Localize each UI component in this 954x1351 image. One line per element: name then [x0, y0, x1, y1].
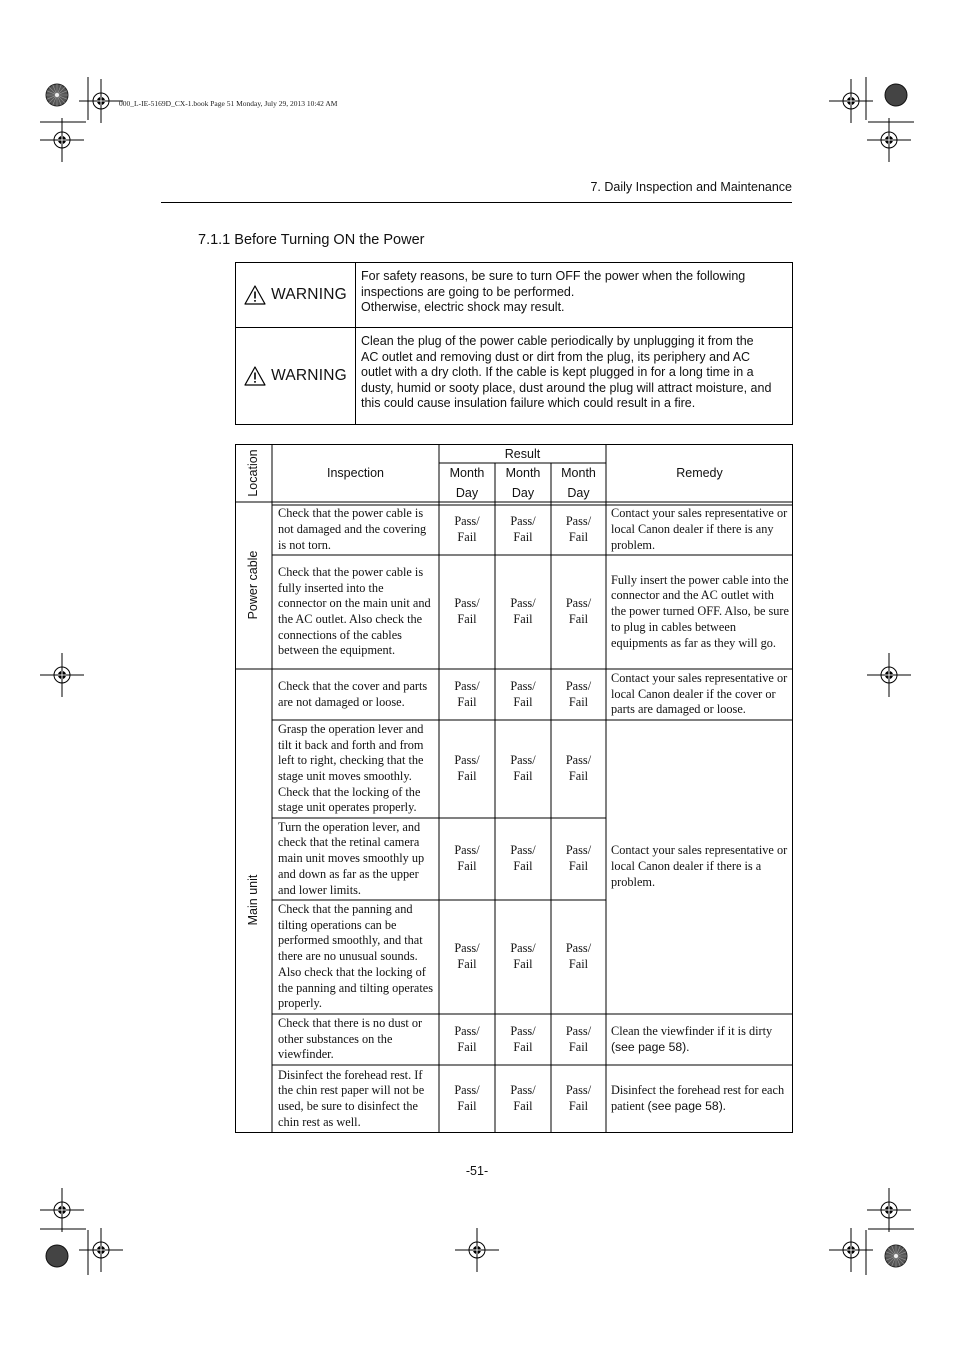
inspection-cell: Check that there is no dust or other substances on the viewfinder.	[278, 1015, 423, 1062]
month-header: Month	[449, 466, 485, 480]
remedy-main: Disinfect the forehead rest for each patient	[611, 1083, 785, 1113]
location-header: Location	[246, 449, 260, 497]
pass-fail-cell: Pass/ Fail	[510, 843, 536, 873]
pass-fail-cell: Pass/ Fail	[510, 1083, 536, 1113]
remedy-cell: Fully insert the power cable into the connector and the AC outlet with the power turned OFF. Also, be sure to plug in cables between equipments as far as they will go.	[611, 572, 789, 650]
pass-fail-cell: Pass/ Fail	[510, 753, 536, 783]
warning-label: WARNING	[271, 367, 347, 384]
page-reference-link[interactable]: (see page 58)	[611, 1039, 687, 1054]
warning-box	[235, 262, 793, 328]
day-header: Day	[567, 486, 590, 500]
section-title: 7.1.1 Before Turning ON the Power	[198, 232, 425, 248]
pass-fail-cell: Pass/ Fail	[565, 1083, 592, 1113]
day-header: Day	[511, 486, 535, 500]
pass-fail-cell: Pass/ Fail	[565, 941, 592, 971]
inspection-cell: Disinfect the forehead rest. If the chin rest paper will not be used, be sure to disinfect the chin rest as well.	[278, 1067, 425, 1129]
remedy-cell: Contact your sales representative or local Canon dealer if there is any problem.	[611, 506, 788, 552]
warning-label: WARNING	[271, 286, 347, 303]
pass-fail-cell: Pass/ Fail	[565, 843, 592, 873]
month-header: Month	[561, 466, 596, 480]
pass-fail-cell: Pass/ Fail	[510, 1023, 536, 1054]
remedy-period: .	[686, 1039, 690, 1054]
result-header: Result	[504, 446, 541, 461]
warning-triangle-icon	[244, 285, 266, 305]
remedy-period: .	[722, 1099, 726, 1113]
inspection-cell: Check that the cover and parts are not damaged or loose.	[278, 678, 428, 709]
inspection-cell: Grasp the operation lever and tilt it back and forth and from left to right, checking that the stage unit moves smoothly. Check that the locking of the stage unit operates properly.	[278, 721, 424, 815]
remedy-main: Clean the viewfinder if it is dirty	[611, 1023, 773, 1038]
inspection-cell: Check that the power cable is not damaged and the covering is not torn.	[278, 506, 427, 552]
inspection-cell: Check that the panning and tilting operations can be performed smoothly, and that there are no unusual sounds. Also check that the locking of the panning and tilting operates properly.	[278, 902, 434, 1011]
pass-fail-cell: Pass/ Fail	[454, 1083, 480, 1113]
remedy-cell: Contact your sales representative or local Canon dealer if there is a problem.	[611, 843, 788, 889]
warning-label-cell	[236, 263, 356, 327]
pass-fail-cell: Pass/ Fail	[565, 1023, 592, 1054]
page-reference-link[interactable]: (see page 58)	[647, 1099, 723, 1113]
pass-fail-cell: Pass/ Fail	[565, 596, 592, 626]
month-header: Month	[505, 466, 541, 480]
remedy-header: Remedy	[676, 466, 723, 480]
pass-fail-cell: Pass/ Fail	[510, 596, 536, 626]
pass-fail-cell: Pass/ Fail	[454, 596, 480, 626]
remedy-cell: Contact your sales representative or local Canon dealer if the cover or parts are damaged or loose.	[611, 670, 788, 717]
pass-fail-cell: Pass/ Fail	[510, 514, 536, 544]
pass-fail-cell: Pass/ Fail	[454, 678, 480, 709]
pass-fail-cell: Pass/ Fail	[565, 514, 592, 544]
pass-fail-cell: Pass/ Fail	[454, 1023, 480, 1054]
pass-fail-cell: Pass/ Fail	[454, 843, 480, 873]
pass-fail-cell: Pass/ Fail	[565, 678, 592, 709]
inspection-table	[235, 444, 793, 1133]
warning-label-cell	[236, 328, 356, 424]
remedy-cell	[606, 1014, 793, 1065]
day-header: Day	[455, 486, 479, 500]
remedy-cell	[606, 1065, 793, 1133]
running-header: 7. Daily Inspection and Maintenance	[590, 180, 792, 194]
location-power-cable: Power cable	[246, 550, 260, 620]
inspection-cell: Turn the operation lever, and check that the retinal camera main unit moves smoothly up and down as far as the upper and lower limits.	[278, 819, 425, 897]
page-number: -51-	[465, 1164, 489, 1178]
pass-fail-cell: Pass/ Fail	[454, 753, 480, 783]
inspection-cell: Check that the power cable is fully inserted into the connector on the main unit and the AC outlet. Also check the connections of the cables between the equipment.	[278, 564, 431, 658]
warning-triangle-icon	[244, 366, 266, 386]
warning-text: For safety reasons, be sure to turn OFF the power when the following inspections are going to be performed. Otherwise, electric shock may result.	[361, 269, 746, 315]
pass-fail-cell: Pass/ Fail	[454, 941, 480, 971]
remedy-text	[611, 1083, 790, 1114]
header-rule	[161, 202, 792, 203]
pass-fail-cell: Pass/ Fail	[565, 753, 592, 783]
pass-fail-cell: Pass/ Fail	[454, 514, 480, 544]
location-main-unit: Main unit	[246, 874, 260, 926]
warning-text: Clean the plug of the power cable periodically by unplugging it from the AC outlet and removing dust or dirt from the plug, its periphery and AC outlet with a dry cloth. If the cable is kept plugged in for a long time in a dusty, humid or sooty place, dust around the plug will attract moisture, and this could cause insulation failure which could result in a fire.	[361, 334, 772, 411]
remedy-text	[611, 1024, 772, 1055]
pass-fail-cell: Pass/ Fail	[510, 678, 536, 709]
inspection-header: Inspection	[327, 466, 384, 480]
warning-box	[235, 327, 793, 425]
book-slug: 000_L-IE-5169D_CX-1.book Page 51 Monday, July 29, 2013 10:42 AM	[119, 99, 338, 108]
pass-fail-cell: Pass/ Fail	[510, 941, 536, 971]
